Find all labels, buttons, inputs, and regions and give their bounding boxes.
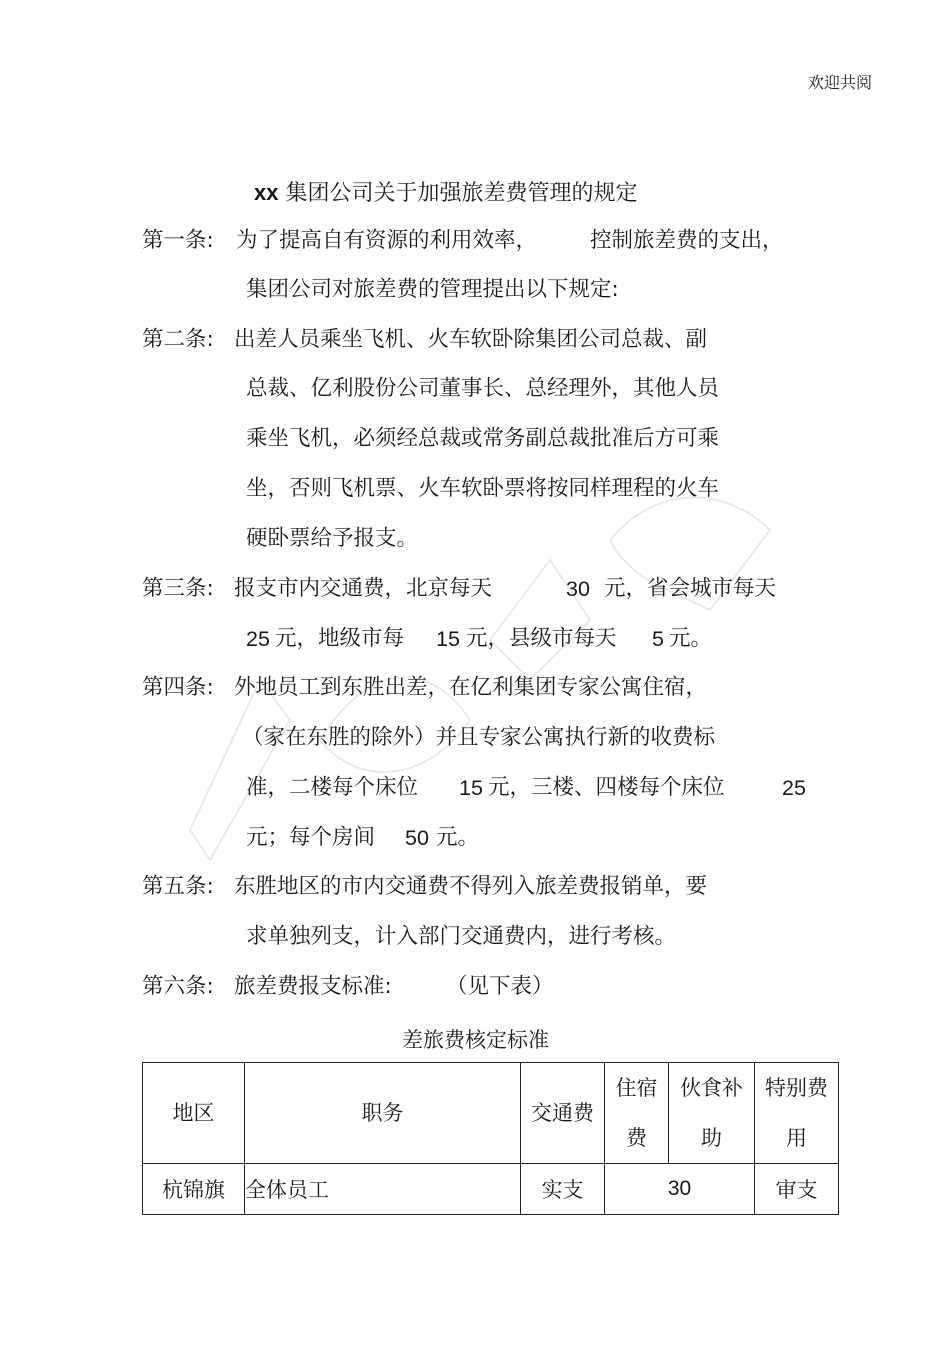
article-1-line-2: 集团公司对旅差费的管理提出以下规定: — [246, 277, 619, 302]
header-lodging-line-1: 住宿 — [615, 1076, 658, 1100]
cell-special: 审支 — [755, 1164, 839, 1215]
article-5-label: 第五条: — [142, 874, 214, 899]
article-3-text-5: 元。 — [669, 626, 713, 651]
article-5-line-1: 东胜地区的市内交通费不得列入旅差费报销单，要 — [234, 874, 708, 899]
article-6-see-table: （见下表） — [446, 974, 554, 999]
article-3-beijing-amount: 30 — [566, 577, 590, 601]
header-lodging — [605, 1063, 669, 1164]
article-4-text-3: 准，二楼每个床位 — [246, 775, 419, 800]
article-4-label: 第四条: — [142, 675, 214, 700]
header-meal — [669, 1063, 755, 1164]
article-1-line-1a: 为了提高自有资源的利用效率， — [236, 228, 538, 253]
article-4-line-1: 外地员工到东胜出差，在亿利集团专家公寓住宿， — [234, 675, 708, 700]
article-3-text-4: 元，县级市每天 — [466, 626, 617, 651]
header-special-line-2: 用 — [786, 1126, 807, 1150]
article-3-county-amount: 5 — [652, 627, 664, 651]
article-3-text-1: 报支市内交通费，北京每天 — [234, 576, 493, 601]
article-1-label: 第一条: — [142, 228, 214, 253]
cell-transport: 实支 — [521, 1164, 605, 1215]
article-2-line-5: 硬卧票给予报支。 — [246, 526, 419, 551]
header-lodging-line-2: 费 — [626, 1126, 647, 1150]
article-2-line-3: 乘坐飞机，必须经总裁或常务副总裁批准后方可乘 — [246, 426, 720, 451]
article-6-label: 第六条: — [142, 974, 214, 999]
document-title — [254, 176, 638, 207]
header-region: 地区 — [143, 1063, 245, 1164]
title-text: 集团公司关于加强旅差费管理的规定 — [285, 181, 638, 206]
cell-lodging-meal: 30 — [605, 1164, 755, 1215]
article-4-line-2: （家在东胜的除外）并且专家公寓执行新的收费标 — [242, 725, 716, 750]
header-position: 职务 — [245, 1063, 521, 1164]
header-note: 欢迎共阅 — [808, 73, 873, 92]
header-meal-line-1: 伙食补 — [680, 1076, 743, 1100]
watermark-graphic — [170, 360, 810, 900]
article-5-line-2: 求单独列支，计入部门交通费内，进行考核。 — [246, 924, 677, 949]
article-4-text-6: 元。 — [436, 825, 480, 850]
article-3-prefecture-amount: 15 — [436, 627, 460, 651]
article-3-text-2: 元，省会城市每天 — [604, 576, 777, 601]
article-4-text-4: 元，三楼、四楼每个床位 — [488, 775, 725, 800]
header-meal-line-2: 助 — [701, 1126, 722, 1150]
title-prefix: xx — [254, 180, 279, 205]
article-4-room-amount: 50 — [405, 826, 429, 850]
article-2-line-4: 坐，否则飞机票、火车软卧票将按同样理程的火车 — [246, 476, 720, 501]
article-4-floor34-amount: 25 — [782, 776, 806, 800]
article-6-line-1: 旅差费报支标准: — [234, 974, 392, 999]
article-4-floor2-amount: 15 — [459, 776, 483, 800]
article-2-line-1: 出差人员乘坐飞机、火车软卧除集团公司总裁、副 — [234, 327, 708, 352]
table-row — [143, 1164, 839, 1215]
table-caption: 差旅费核定标准 — [402, 1028, 549, 1052]
header-transport: 交通费 — [521, 1063, 605, 1164]
header-special-line-1: 特别费 — [765, 1076, 828, 1100]
cell-position: 全体员工 — [245, 1164, 521, 1215]
header-special — [755, 1063, 839, 1164]
travel-expense-table — [142, 1062, 839, 1215]
article-4-text-5: 元；每个房间 — [246, 825, 376, 850]
article-2-label: 第二条: — [142, 327, 214, 352]
article-2-line-2: 总裁、亿利股份公司董事长、总经理外，其他人员 — [246, 376, 720, 401]
table-header-row — [143, 1063, 839, 1164]
cell-region: 杭锦旗 — [143, 1164, 245, 1215]
article-3-provincial-amount: 25 — [246, 627, 270, 651]
article-3-text-3: 元，地级市每 — [275, 626, 405, 651]
article-1-line-1b: 控制旅差费的支出， — [590, 228, 784, 253]
article-3-label: 第三条: — [142, 576, 214, 601]
